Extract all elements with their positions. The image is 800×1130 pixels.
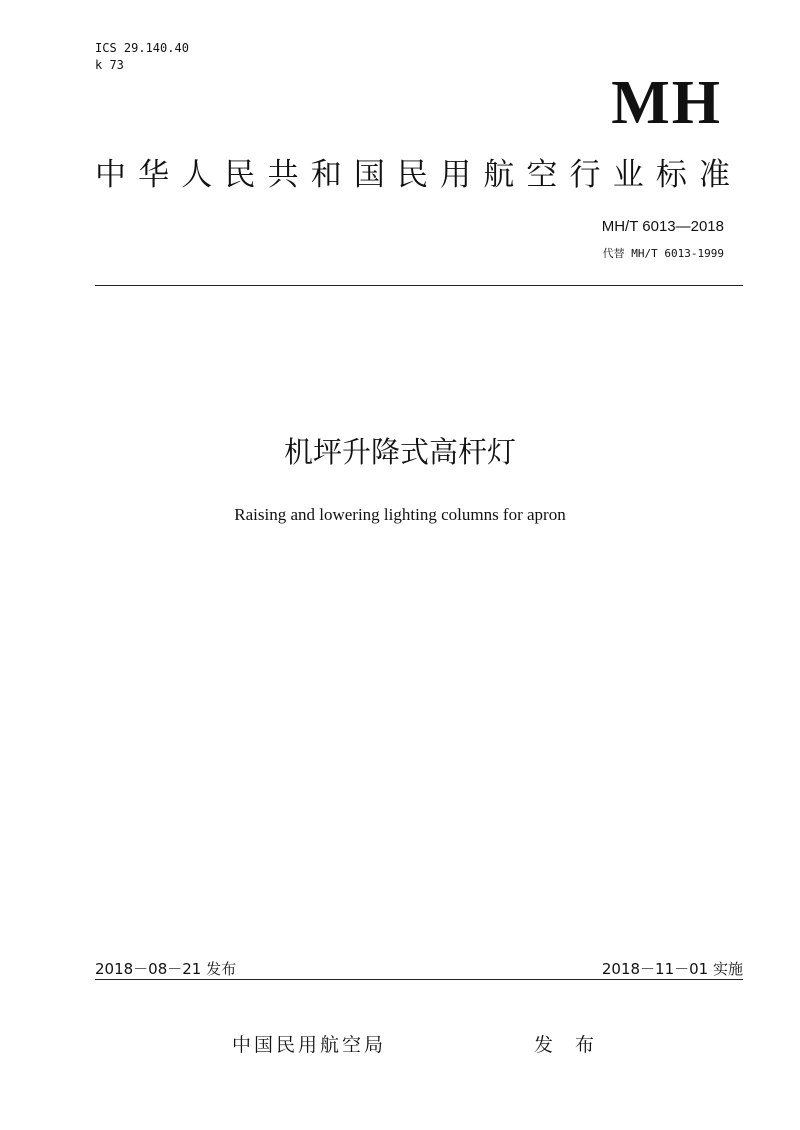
standard-type-char: 航 — [483, 157, 515, 193]
standard-type-char: 准 — [698, 157, 730, 193]
standard-type-char: 和 — [310, 157, 342, 193]
implementation-date: 2018－11－01 实施 — [601, 960, 743, 978]
mh-logo: MH — [611, 69, 722, 137]
standard-type-char: 华 — [138, 157, 170, 193]
ics-code: ICS 29.140.40 — [95, 41, 189, 55]
standard-type-char: 空 — [526, 157, 558, 193]
footer-divider — [95, 979, 743, 980]
standard-type-char: 民 — [224, 157, 256, 193]
standard-type-char: 国 — [353, 157, 385, 193]
classification-codes — [95, 40, 189, 74]
issuing-authority: 中国民用航空局 — [232, 1034, 387, 1056]
ccs-code: k 73 — [95, 58, 124, 72]
standard-type-char: 用 — [440, 157, 472, 193]
standard-type-char: 中 — [95, 157, 126, 193]
standard-type-char: 标 — [655, 157, 687, 193]
standard-code: MH/T 6013—2018 — [601, 218, 724, 235]
issue-date: 2018－08－21 发布 — [95, 960, 237, 978]
document-title-english: Raising and lowering lighting columns for apron — [234, 505, 566, 524]
standard-type-char: 人 — [181, 157, 213, 193]
standard-type-char: 行 — [569, 157, 601, 193]
replaces-note: 代替 MH/T 6013-1999 — [602, 247, 724, 260]
standard-type-title — [95, 155, 730, 195]
document-title-chinese: 机坪升降式高杆灯 — [283, 435, 516, 469]
standard-type-char: 共 — [267, 157, 299, 193]
header-divider — [95, 285, 743, 286]
issue-label: 发 布 — [534, 1034, 603, 1056]
standard-type-char: 业 — [612, 157, 644, 193]
standard-type-char: 民 — [396, 157, 428, 193]
